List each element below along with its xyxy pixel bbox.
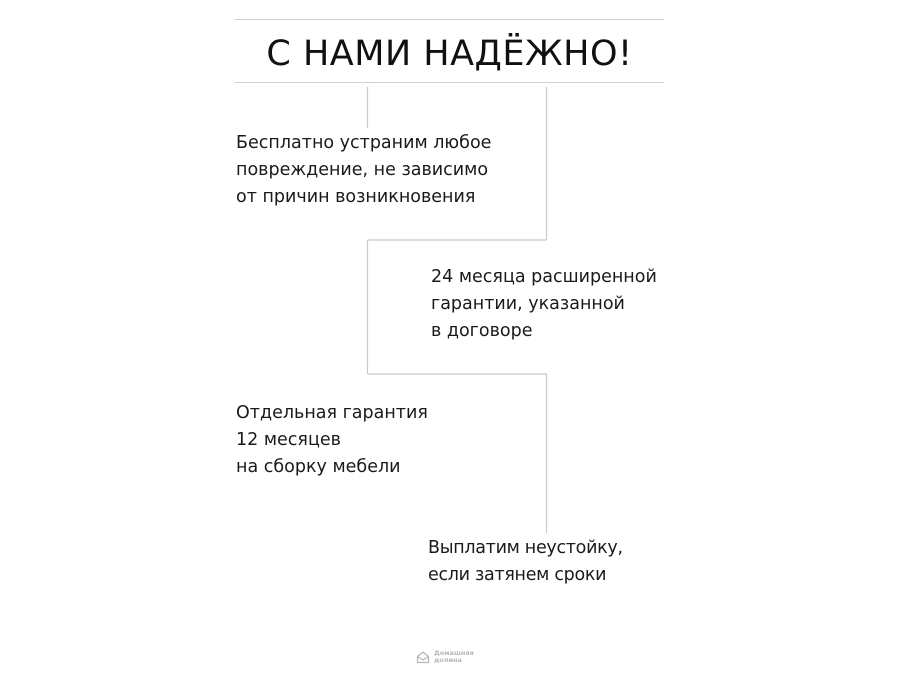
benefit-item-assembly-warranty: Отдельная гарантия 12 месяцев на сборку мебели (236, 403, 428, 477)
benefit-item-penalty: Выплатим неустойку, если затянем сроки (428, 538, 623, 585)
benefit-item-free-repair: Бесплатно устраним любое повреждение, не зависимо от причин возникновения (236, 133, 492, 207)
brand-logo (416, 647, 474, 667)
brand-name: Домашняя долина (434, 649, 474, 664)
page-title: С НАМИ НАДЁЖНО! (266, 34, 633, 74)
benefit-item-extended-warranty: 24 месяца расширенной гарантии, указанной в договоре (431, 267, 657, 341)
house-logo-icon (416, 650, 430, 664)
